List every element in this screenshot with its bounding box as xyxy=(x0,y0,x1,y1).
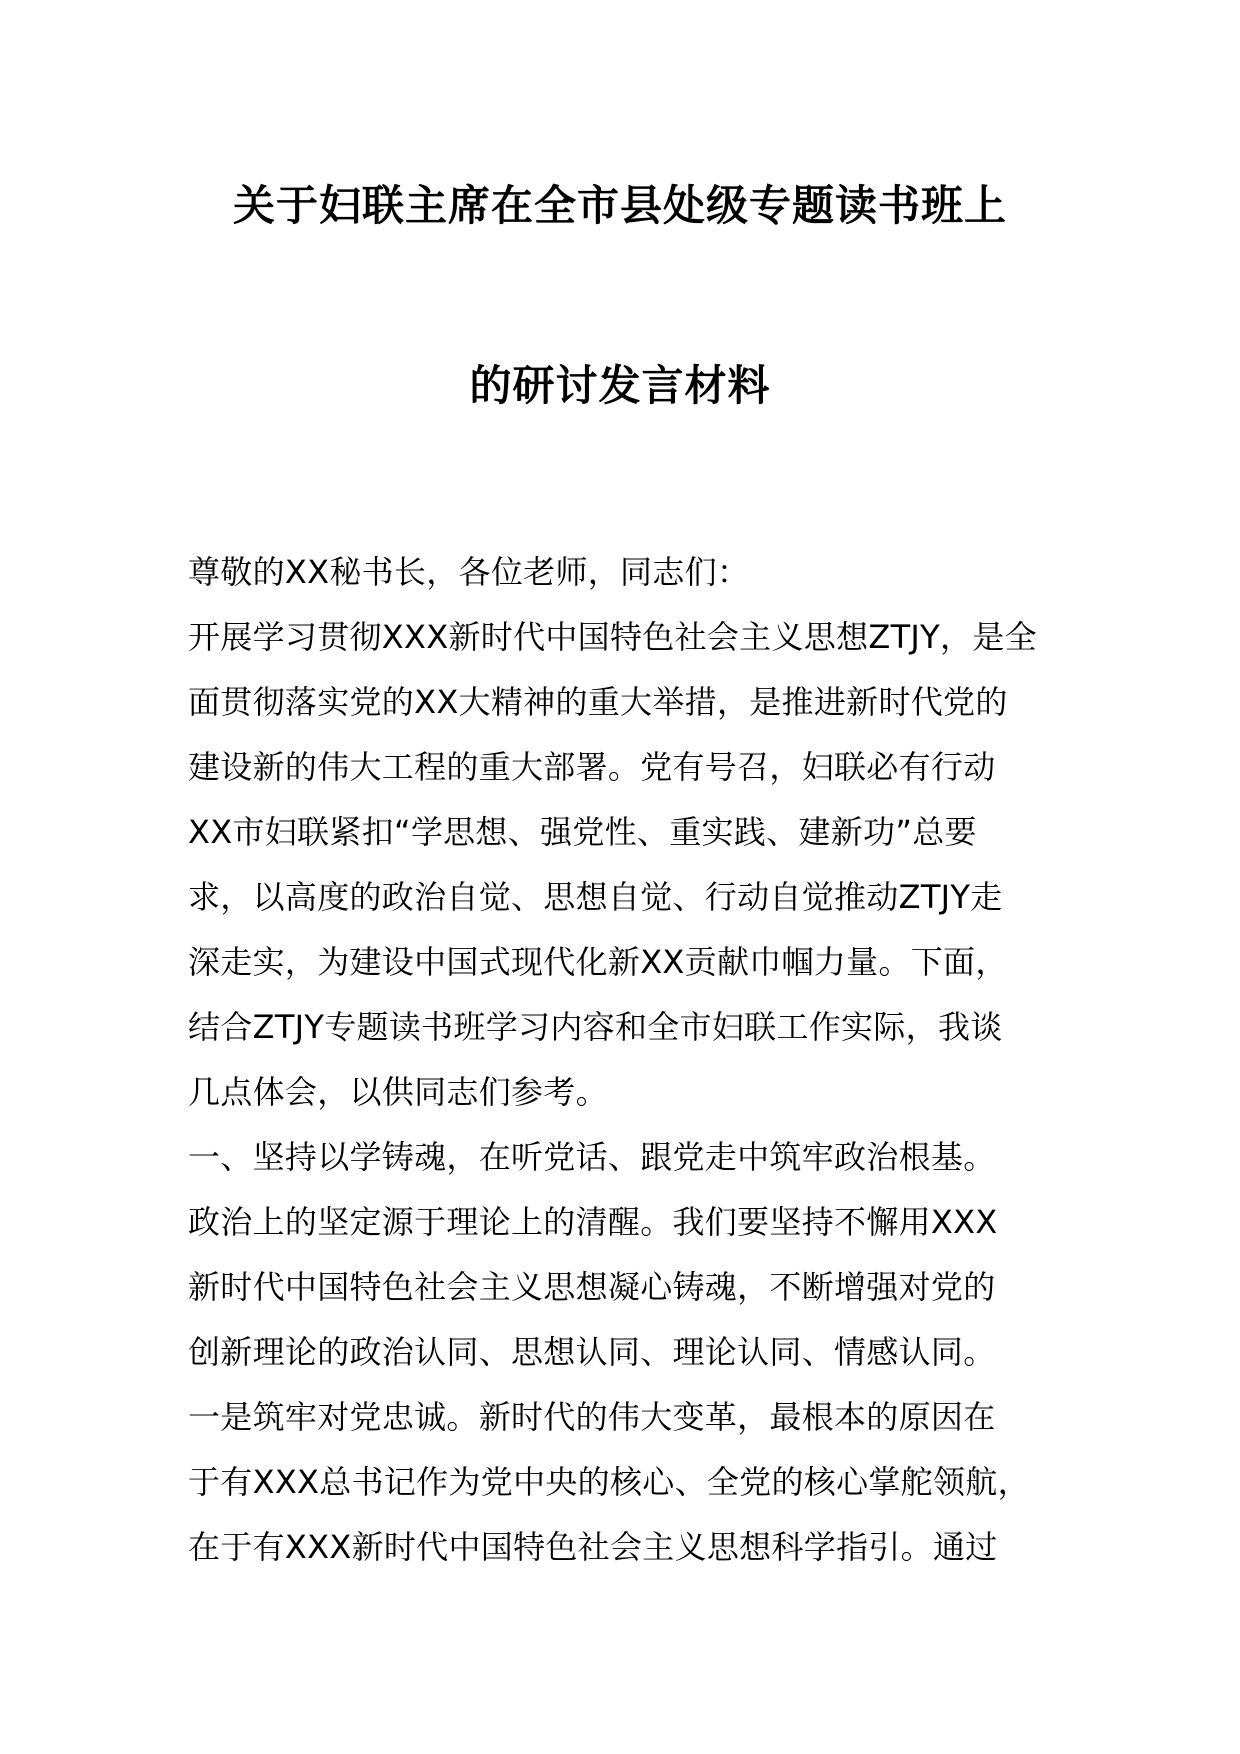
body-line: 求，以高度的政治自觉、思想自觉、行动自觉推动ZTJY走 xyxy=(188,878,1003,916)
body-line: 新时代中国特色社会主义思想凝心铸魂，不断增强对党的 xyxy=(188,1268,996,1306)
body-line: XX市妇联紧扣“学思想、强党性、重实践、建新功”总要 xyxy=(188,813,977,851)
body-line: 深走实，为建设中国式现代化新XX贡献巾帼力量。下面， xyxy=(188,943,1008,981)
body-line: 开展学习贯彻XXX新时代中国特色社会主义思想ZTJY，是全 xyxy=(188,618,1037,656)
document-body xyxy=(188,540,1108,1580)
body-line: 结合ZTJY专题读书班学习内容和全市妇联工作实际，我谈 xyxy=(188,1008,1003,1046)
body-line: 政治上的坚定源于理论上的清醒。我们要坚持不懈用XXX xyxy=(188,1203,998,1241)
body-line: 几点体会，以供同志们参考。 xyxy=(188,1073,608,1111)
section-heading-1: 一、坚持以学铸魂，在听党话、跟党走中筑牢政治根基。 xyxy=(188,1138,996,1176)
document-title-line-1: 关于妇联主席在全市县处级专题读书班上 xyxy=(232,181,1007,230)
body-line: 一是筑牢对党忠诚。新时代的伟大变革，最根本的原因在 xyxy=(188,1398,996,1436)
body-line: 在于有XXX新时代中国特色社会主义思想科学指引。通过 xyxy=(188,1528,998,1566)
body-line: 尊敬的XX秘书长，各位老师，同志们： xyxy=(188,553,750,591)
body-line: 面贯彻落实党的XX大精神的重大举措，是推进新时代党的 xyxy=(188,683,1008,721)
body-line: 于有XXX总书记作为党中央的核心、全党的核心掌舵领航， xyxy=(188,1463,1030,1501)
body-line: 创新理论的政治认同、思想认同、理论认同、情感认同。 xyxy=(188,1333,996,1371)
body-line: 建设新的伟大工程的重大部署。党有号召，妇联必有行动 xyxy=(188,748,996,786)
document-title-line-2: 的研讨发言材料 xyxy=(469,361,771,410)
